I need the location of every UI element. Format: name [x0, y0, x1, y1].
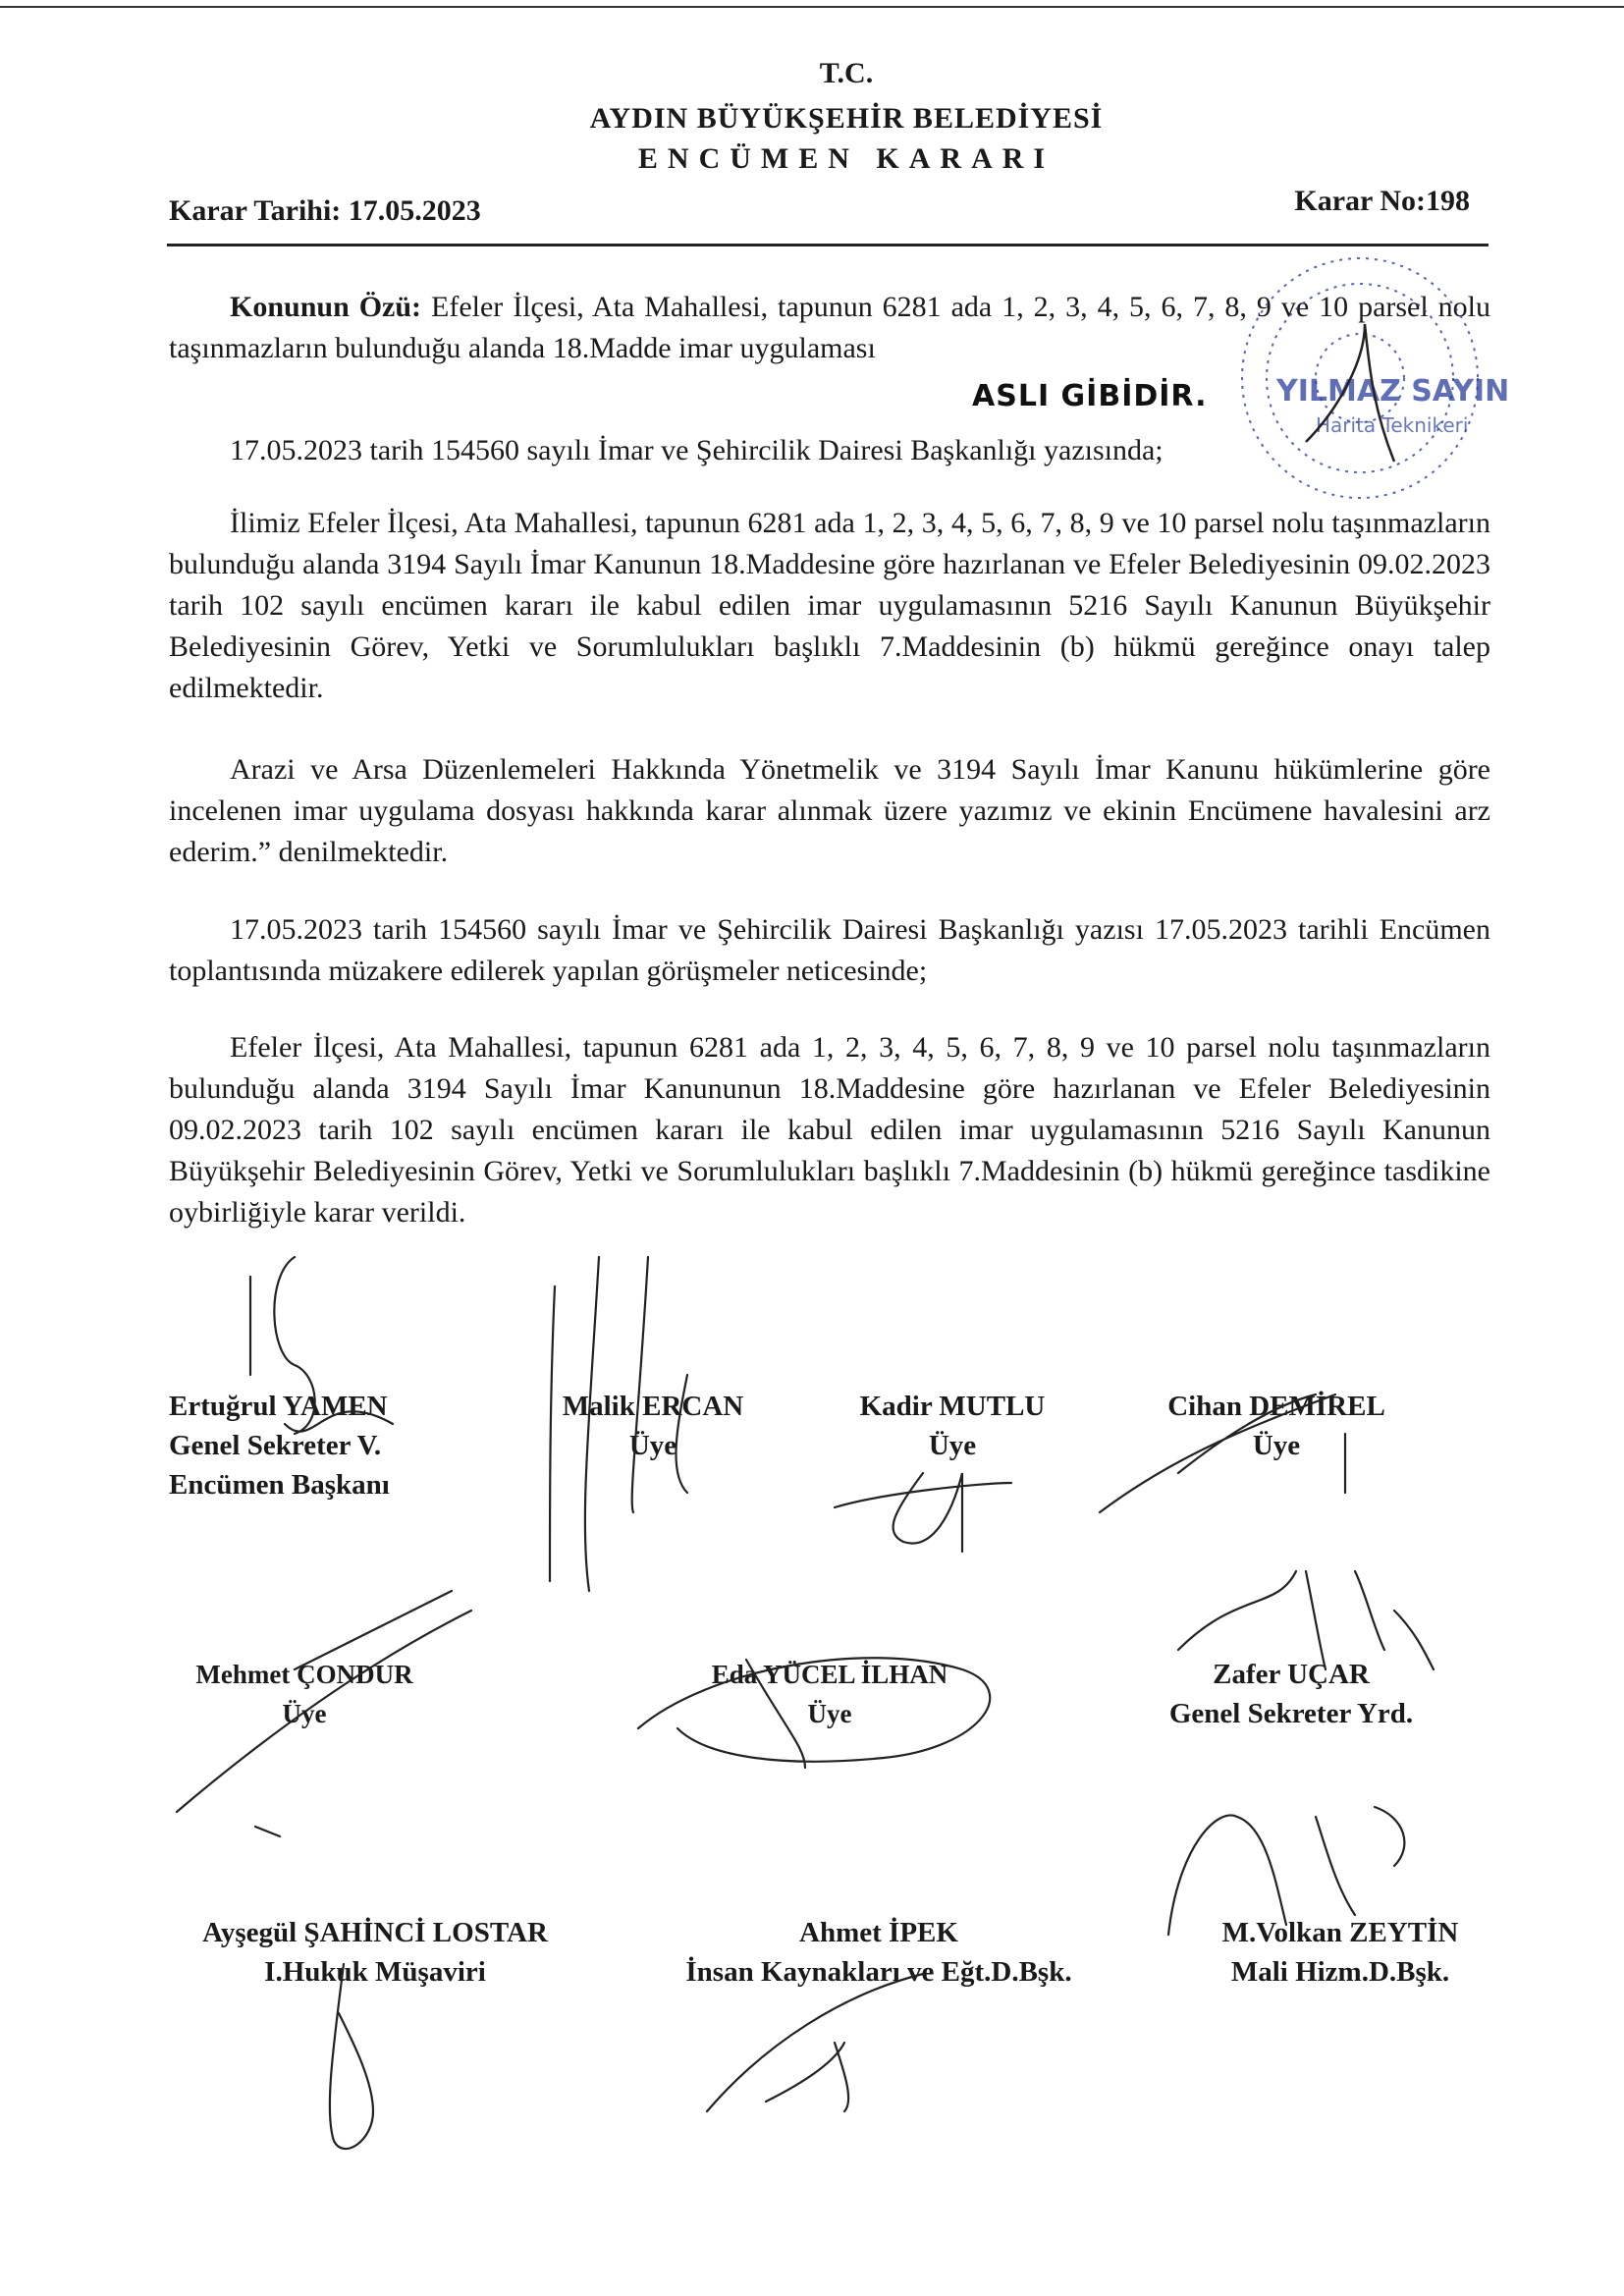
subject-text: Efeler İlçesi, Ata Mahallesi, tapunun 6281 ada 1, 2, 3, 4, 5, 6, 7, 8, 9 ve 10 parsel nolu taşınmazların bulunduğu alanda 18.Madde imar uygulaması	[169, 291, 1490, 364]
signatory-2-title: Üye	[628, 1430, 677, 1461]
body-paragraph-4: 17.05.2023 tarih 154560 sayılı İmar ve Şehircilik Dairesi Başkanlığı yazısı 17.05.2023 tarihli Encümen toplantısında müzakere edilerek yapılan görüşmeler neticesinde;	[169, 913, 1490, 987]
signatory-1	[169, 1387, 390, 1504]
signatory-4-title: Üye	[1252, 1430, 1301, 1461]
signatory-6	[668, 1655, 992, 1733]
header-organization: AYDIN BÜYÜKŞEHİR BELEDİYESİ	[589, 102, 1104, 135]
signatory-2	[535, 1387, 771, 1465]
top-edge-rule	[0, 6, 1624, 8]
signatory-7-name: Zafer UÇAR	[1213, 1659, 1370, 1690]
signature-9-scribble	[707, 1974, 923, 2111]
signatory-6-title: Üye	[807, 1699, 852, 1728]
signatory-10-title: Mali Hizm.D.Bşk.	[1230, 1956, 1450, 1988]
header-document-type: ENCÜMEN KARARI	[637, 142, 1056, 175]
signatory-8-title: I.Hukuk Müşaviri	[264, 1956, 486, 1988]
signatory-7-title: Genel Sekreter Yrd.	[1168, 1698, 1414, 1729]
signatory-7	[1144, 1655, 1438, 1733]
header-state: T.C.	[819, 57, 874, 89]
signatory-1-name: Ertuğrul YAMEN	[169, 1391, 388, 1422]
signatory-4	[1144, 1387, 1409, 1465]
signatory-9	[648, 1913, 1110, 1992]
signatory-5-title: Üye	[282, 1699, 327, 1728]
subject-paragraph	[169, 287, 1490, 369]
header-divider	[167, 244, 1489, 246]
signatory-3	[839, 1387, 1065, 1465]
body-paragraph-2: İlimiz Efeler İlçesi, Ata Mahallesi, tapunun 6281 ada 1, 2, 3, 4, 5, 6, 7, 8, 9 ve 10 parsel nolu taşınmazların bulunduğu alanda 3194 Sayılı İmar Kanunun 18.Maddesine göre hazırlanan ve Efeler Belediyesinin 09.02.2023 tarih 102 sayılı encümen kararı ile kabul edilen imar uygulamasının 5216 Sayılı Kanunun Büyükşehir Belediyesinin Görev, Yetki ve Sorumlulukları başlıklı 7.Maddesinin (b) hükmü gereğince onayı talep edilmektedir.	[169, 507, 1490, 704]
signatory-10-name: M.Volkan ZEYTİN	[1221, 1917, 1459, 1948]
signatory-8	[169, 1913, 581, 1992]
signatory-9-name: Ahmet İPEK	[799, 1917, 958, 1948]
signature-8-scribble	[330, 1964, 373, 2149]
subject-label: Konunun Özü:	[230, 291, 422, 323]
signatory-6-name: Eda YÜCEL İLHAN	[711, 1660, 948, 1689]
signatory-2-name: Malik ERCAN	[562, 1391, 744, 1422]
signatory-4-name: Cihan DEMİREL	[1167, 1391, 1385, 1422]
decision-number: Karar No:198	[1294, 185, 1470, 217]
signatory-8-name: Ayşegül ŞAHİNCİ LOSTAR	[202, 1917, 548, 1948]
signatory-3-title: Üye	[928, 1430, 977, 1461]
body-paragraph-5: Efeler İlçesi, Ata Mahallesi, tapunun 6281 ada 1, 2, 3, 4, 5, 6, 7, 8, 9 ve 10 parsel nolu taşınmazların bulunduğu alanda 3194 Sayılı İmar Kanununun 18.Maddesine göre hazırlanan ve Efeler Belediyesinin 09.02.2023 tarih 102 sayılı encümen kararı ile kabul edilen imar uygulamasının 5216 Sayılı Kanunun Büyükşehir Belediyesinin Görev, Yetki ve Sorumlulukları başlıklı 7.Maddesinin (b) hükmü gereğince tasdikine oybirliğiyle karar verildi.	[169, 1031, 1490, 1229]
body-paragraph-3: Arazi ve Arsa Düzenlemeleri Hakkında Yönetmelik ve 3194 Sayılı İmar Kanunu hükümlerine göre incelenen imar uygulama dosyası hakkında karar alınmak üzere yazımız ve ekinin Encümene havalesini arz ederim.” denilmektedir.	[169, 753, 1490, 868]
signatory-3-name: Kadir MUTLU	[859, 1391, 1046, 1422]
signatory-1-title: Genel Sekreter V.	[169, 1430, 382, 1461]
signature-3-scribble	[835, 1473, 1011, 1552]
decision-date: Karar Tarihi: 17.05.2023	[169, 194, 481, 227]
certified-copy-stamp: ASLI GİBİDİR.	[972, 379, 1208, 413]
signatory-5-name: Mehmet ÇONDUR	[195, 1660, 413, 1689]
signatory-10	[1193, 1913, 1488, 1992]
signatory-5	[172, 1655, 437, 1733]
seal-title-text: Harita Teknikeri	[1316, 413, 1469, 437]
signatory-9-title: İnsan Kaynakları ve Eğt.D.Bşk.	[685, 1956, 1072, 1988]
signatory-1-title-2: Encümen Başkanı	[169, 1469, 390, 1501]
seal-name-text: YILMAZ SAYIN	[1276, 374, 1510, 409]
body-paragraph-1: 17.05.2023 tarih 154560 sayılı İmar ve Şehircilik Dairesi Başkanlığı yazısında;	[230, 434, 1164, 466]
